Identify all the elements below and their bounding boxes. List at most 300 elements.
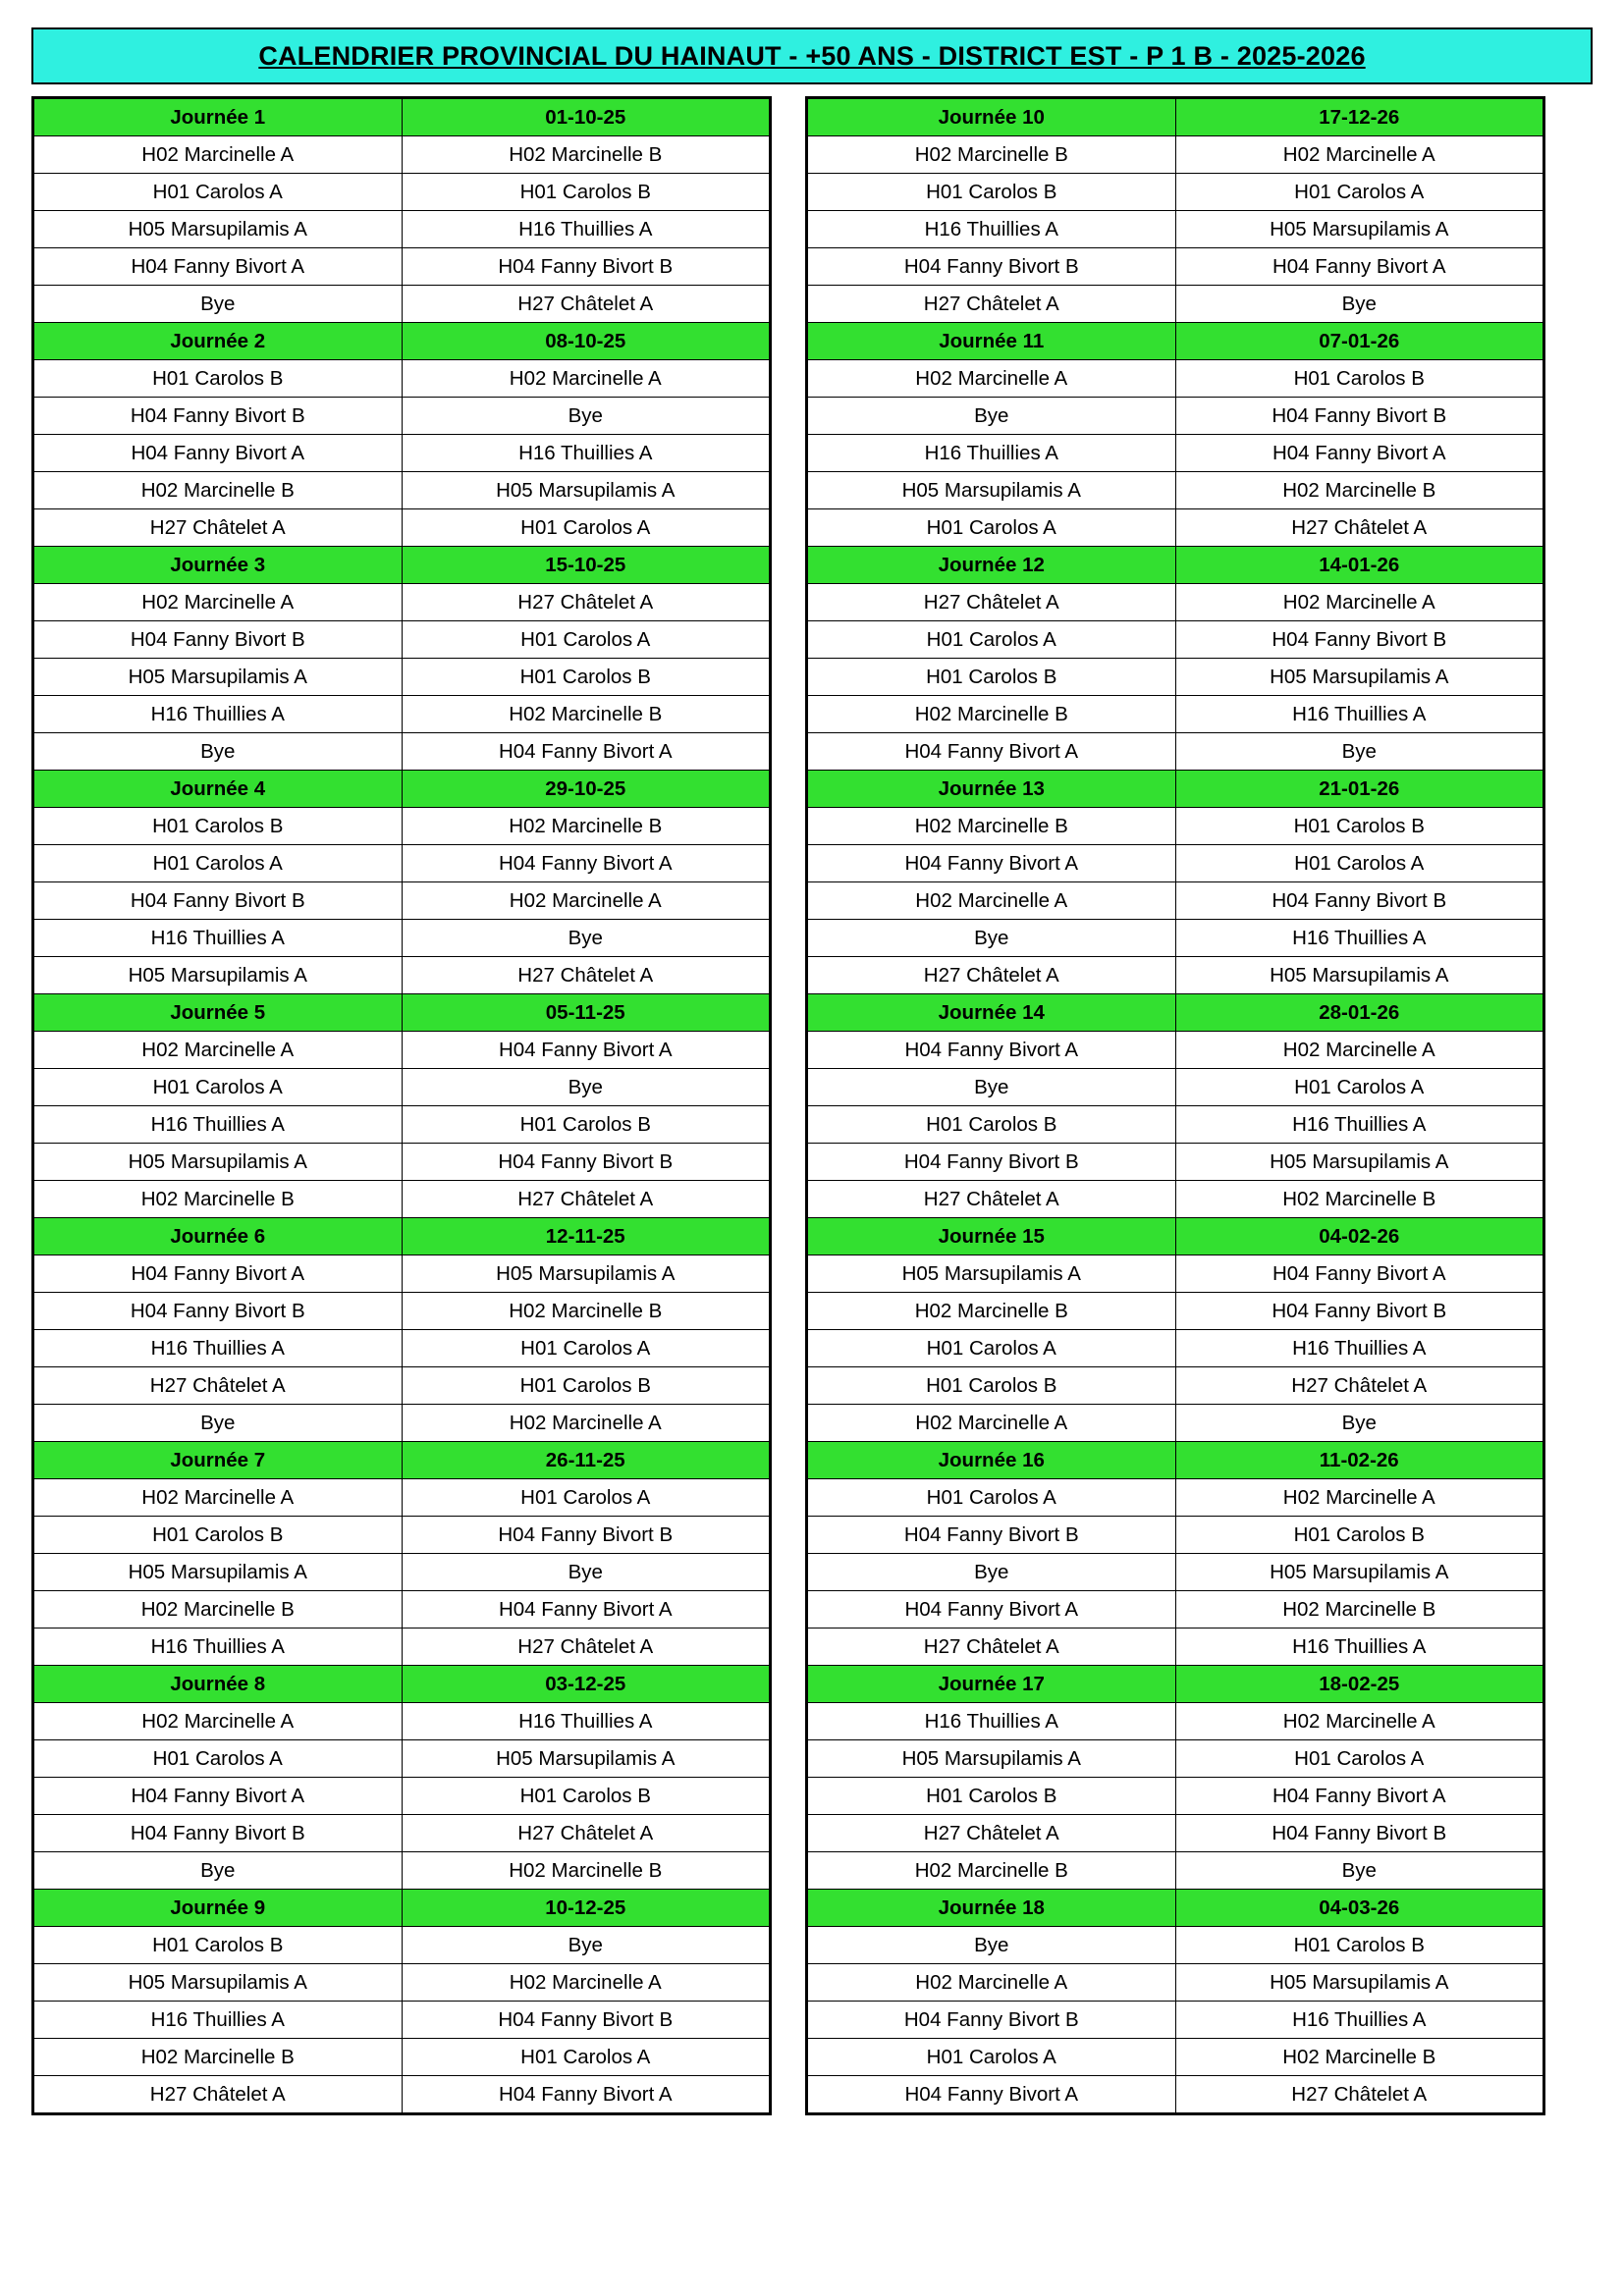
- round-label: Journée 11: [808, 323, 1176, 360]
- match-row: [808, 696, 1543, 733]
- round-date: 08-10-25: [402, 323, 770, 360]
- home-team: H27 Châtelet A: [808, 286, 1176, 323]
- match-row: [34, 136, 770, 174]
- round-date: 03-12-25: [402, 1666, 770, 1703]
- round-label: Journée 13: [808, 771, 1176, 808]
- home-team: H04 Fanny Bivort B: [808, 1144, 1176, 1181]
- away-team: H27 Châtelet A: [402, 957, 770, 994]
- match-row: [808, 1554, 1543, 1591]
- round-label: Journée 17: [808, 1666, 1176, 1703]
- match-row: [808, 1367, 1543, 1405]
- home-team: H02 Marcinelle A: [34, 584, 403, 621]
- away-team: H01 Carolos B: [1175, 360, 1543, 398]
- round-header-row: [808, 1890, 1543, 1927]
- home-team: H01 Carolos A: [34, 1069, 403, 1106]
- home-team: H04 Fanny Bivort B: [808, 2002, 1176, 2039]
- away-team: H01 Carolos B: [402, 1778, 770, 1815]
- round-header-row: [808, 1218, 1543, 1255]
- home-team: H27 Châtelet A: [808, 1815, 1176, 1852]
- home-team: H01 Carolos B: [808, 659, 1176, 696]
- home-team: H02 Marcinelle A: [34, 1032, 403, 1069]
- round-date: 26-11-25: [402, 1442, 770, 1479]
- home-team: H16 Thuillies A: [808, 435, 1176, 472]
- match-row: [34, 1703, 770, 1740]
- match-row: [34, 2076, 770, 2113]
- away-team: H16 Thuillies A: [1175, 1106, 1543, 1144]
- home-team: H01 Carolos A: [808, 1479, 1176, 1517]
- match-row: [808, 2076, 1543, 2113]
- round-label: Journée 10: [808, 99, 1176, 136]
- match-row: [34, 920, 770, 957]
- home-team: H04 Fanny Bivort B: [34, 1293, 403, 1330]
- away-team: H27 Châtelet A: [1175, 2076, 1543, 2113]
- away-team: H05 Marsupilamis A: [1175, 211, 1543, 248]
- round-date: 28-01-26: [1175, 994, 1543, 1032]
- match-row: [808, 248, 1543, 286]
- home-team: H02 Marcinelle B: [34, 2039, 403, 2076]
- match-row: [808, 621, 1543, 659]
- away-team: H27 Châtelet A: [1175, 509, 1543, 547]
- match-row: [808, 1069, 1543, 1106]
- match-row: [808, 1479, 1543, 1517]
- home-team: H01 Carolos A: [808, 2039, 1176, 2076]
- match-row: [808, 136, 1543, 174]
- home-team: H27 Châtelet A: [34, 509, 403, 547]
- home-team: Bye: [808, 1069, 1176, 1106]
- away-team: H04 Fanny Bivort B: [402, 1144, 770, 1181]
- match-row: [34, 1255, 770, 1293]
- round-header-row: [34, 547, 770, 584]
- away-team: H16 Thuillies A: [1175, 696, 1543, 733]
- home-team: H16 Thuillies A: [808, 211, 1176, 248]
- calendar-columns: [31, 96, 1593, 2115]
- away-team: H16 Thuillies A: [1175, 1330, 1543, 1367]
- home-team: H05 Marsupilamis A: [34, 659, 403, 696]
- away-team: Bye: [402, 1927, 770, 1964]
- home-team: H01 Carolos B: [34, 1517, 403, 1554]
- home-team: H01 Carolos B: [808, 1106, 1176, 1144]
- away-team: Bye: [402, 1554, 770, 1591]
- match-row: [34, 1629, 770, 1666]
- match-row: [34, 1367, 770, 1405]
- calendar-column-right: [805, 96, 1545, 2115]
- match-row: [34, 808, 770, 845]
- home-team: H01 Carolos B: [808, 1367, 1176, 1405]
- match-row: [34, 696, 770, 733]
- away-team: H27 Châtelet A: [402, 1629, 770, 1666]
- round-date: 07-01-26: [1175, 323, 1543, 360]
- match-row: [34, 2002, 770, 2039]
- match-row: [34, 286, 770, 323]
- home-team: H01 Carolos B: [34, 1927, 403, 1964]
- away-team: H16 Thuillies A: [402, 211, 770, 248]
- away-team: H27 Châtelet A: [402, 1815, 770, 1852]
- away-team: H02 Marcinelle B: [1175, 1181, 1543, 1218]
- home-team: H05 Marsupilamis A: [34, 957, 403, 994]
- away-team: H16 Thuillies A: [402, 1703, 770, 1740]
- away-team: H16 Thuillies A: [1175, 920, 1543, 957]
- match-row: [808, 733, 1543, 771]
- home-team: H04 Fanny Bivort B: [808, 1517, 1176, 1554]
- away-team: H01 Carolos B: [402, 1367, 770, 1405]
- home-team: H04 Fanny Bivort B: [34, 1815, 403, 1852]
- home-team: Bye: [808, 1927, 1176, 1964]
- home-team: H02 Marcinelle B: [34, 1591, 403, 1629]
- round-label: Journée 4: [34, 771, 403, 808]
- match-row: [34, 882, 770, 920]
- match-row: [808, 1852, 1543, 1890]
- home-team: H01 Carolos A: [34, 174, 403, 211]
- away-team: H16 Thuillies A: [402, 435, 770, 472]
- away-team: H01 Carolos A: [402, 1330, 770, 1367]
- round-header-row: [34, 1442, 770, 1479]
- round-header-row: [808, 99, 1543, 136]
- round-label: Journée 9: [34, 1890, 403, 1927]
- match-row: [808, 659, 1543, 696]
- match-row: [34, 1927, 770, 1964]
- round-header-row: [808, 1666, 1543, 1703]
- away-team: H01 Carolos A: [1175, 1069, 1543, 1106]
- home-team: H02 Marcinelle A: [34, 1703, 403, 1740]
- document-title-bar: [31, 27, 1593, 84]
- match-row: [34, 398, 770, 435]
- round-label: Journée 6: [34, 1218, 403, 1255]
- match-row: [808, 1591, 1543, 1629]
- match-row: [808, 1144, 1543, 1181]
- match-row: [808, 509, 1543, 547]
- away-team: Bye: [402, 398, 770, 435]
- match-row: [34, 1517, 770, 1554]
- away-team: H01 Carolos B: [1175, 808, 1543, 845]
- round-date: 21-01-26: [1175, 771, 1543, 808]
- match-row: [808, 882, 1543, 920]
- home-team: H04 Fanny Bivort B: [34, 398, 403, 435]
- match-row: [34, 1144, 770, 1181]
- home-team: H04 Fanny Bivort B: [34, 621, 403, 659]
- round-date: 12-11-25: [402, 1218, 770, 1255]
- match-row: [808, 1405, 1543, 1442]
- away-team: H05 Marsupilamis A: [1175, 659, 1543, 696]
- home-team: Bye: [808, 1554, 1176, 1591]
- match-row: [34, 1181, 770, 1218]
- away-team: H16 Thuillies A: [1175, 2002, 1543, 2039]
- round-label: Journée 3: [34, 547, 403, 584]
- match-row: [34, 733, 770, 771]
- home-team: H04 Fanny Bivort A: [808, 2076, 1176, 2113]
- round-date: 10-12-25: [402, 1890, 770, 1927]
- home-team: H02 Marcinelle A: [34, 136, 403, 174]
- match-row: [34, 1479, 770, 1517]
- round-label: Journée 2: [34, 323, 403, 360]
- round-header-row: [34, 99, 770, 136]
- home-team: H02 Marcinelle B: [808, 1852, 1176, 1890]
- round-header-row: [808, 771, 1543, 808]
- home-team: H02 Marcinelle B: [34, 472, 403, 509]
- home-team: H02 Marcinelle B: [808, 696, 1176, 733]
- home-team: H05 Marsupilamis A: [34, 1144, 403, 1181]
- home-team: H04 Fanny Bivort A: [34, 435, 403, 472]
- away-team: H27 Châtelet A: [402, 1181, 770, 1218]
- home-team: H16 Thuillies A: [34, 1629, 403, 1666]
- away-team: H01 Carolos A: [402, 1479, 770, 1517]
- away-team: H04 Fanny Bivort B: [1175, 1293, 1543, 1330]
- away-team: H05 Marsupilamis A: [1175, 1554, 1543, 1591]
- home-team: H04 Fanny Bivort B: [808, 248, 1176, 286]
- away-team: H05 Marsupilamis A: [402, 1255, 770, 1293]
- away-team: H04 Fanny Bivort B: [402, 2002, 770, 2039]
- match-row: [34, 1815, 770, 1852]
- home-team: H05 Marsupilamis A: [808, 472, 1176, 509]
- away-team: H04 Fanny Bivort A: [402, 1591, 770, 1629]
- home-team: H02 Marcinelle B: [808, 136, 1176, 174]
- match-row: [34, 1106, 770, 1144]
- away-team: H02 Marcinelle A: [402, 1964, 770, 2002]
- round-date: 01-10-25: [402, 99, 770, 136]
- home-team: H02 Marcinelle A: [34, 1479, 403, 1517]
- round-label: Journée 5: [34, 994, 403, 1032]
- away-team: H01 Carolos A: [402, 621, 770, 659]
- round-header-row: [808, 547, 1543, 584]
- home-team: H05 Marsupilamis A: [34, 1554, 403, 1591]
- home-team: H01 Carolos A: [808, 509, 1176, 547]
- home-team: H27 Châtelet A: [808, 584, 1176, 621]
- home-team: H02 Marcinelle B: [808, 1293, 1176, 1330]
- match-row: [808, 2002, 1543, 2039]
- away-team: Bye: [1175, 1852, 1543, 1890]
- round-date: 04-03-26: [1175, 1890, 1543, 1927]
- away-team: H04 Fanny Bivort A: [402, 1032, 770, 1069]
- away-team: H04 Fanny Bivort B: [1175, 398, 1543, 435]
- match-row: [808, 1106, 1543, 1144]
- home-team: Bye: [808, 398, 1176, 435]
- match-row: [34, 1740, 770, 1778]
- home-team: H01 Carolos A: [808, 1330, 1176, 1367]
- away-team: H02 Marcinelle A: [402, 1405, 770, 1442]
- round-header-row: [34, 994, 770, 1032]
- match-row: [34, 2039, 770, 2076]
- page-title: CALENDRIER PROVINCIAL DU HAINAUT - +50 ANS - DISTRICT EST - P 1 B - 2025-2026: [258, 40, 1366, 71]
- round-header-row: [34, 1890, 770, 1927]
- away-team: H02 Marcinelle A: [1175, 1479, 1543, 1517]
- round-label: Journée 7: [34, 1442, 403, 1479]
- away-team: H01 Carolos A: [402, 509, 770, 547]
- away-team: H02 Marcinelle B: [1175, 2039, 1543, 2076]
- calendar-table-frame-right: [805, 96, 1545, 2115]
- match-row: [808, 957, 1543, 994]
- round-label: Journée 14: [808, 994, 1176, 1032]
- round-date: 18-02-25: [1175, 1666, 1543, 1703]
- home-team: Bye: [808, 920, 1176, 957]
- home-team: H16 Thuillies A: [34, 1106, 403, 1144]
- round-date: 11-02-26: [1175, 1442, 1543, 1479]
- match-row: [808, 286, 1543, 323]
- home-team: H02 Marcinelle B: [808, 808, 1176, 845]
- home-team: H16 Thuillies A: [34, 2002, 403, 2039]
- home-team: H16 Thuillies A: [34, 1330, 403, 1367]
- match-row: [34, 659, 770, 696]
- match-row: [808, 1703, 1543, 1740]
- round-header-row: [808, 1442, 1543, 1479]
- away-team: H05 Marsupilamis A: [402, 1740, 770, 1778]
- round-label: Journée 8: [34, 1666, 403, 1703]
- match-row: [808, 1032, 1543, 1069]
- round-label: Journée 16: [808, 1442, 1176, 1479]
- match-row: [34, 584, 770, 621]
- home-team: H04 Fanny Bivort A: [34, 248, 403, 286]
- away-team: H01 Carolos A: [1175, 1740, 1543, 1778]
- match-row: [34, 1405, 770, 1442]
- home-team: H27 Châtelet A: [34, 1367, 403, 1405]
- match-row: [808, 1740, 1543, 1778]
- match-row: [808, 1964, 1543, 2002]
- match-row: [808, 808, 1543, 845]
- home-team: H04 Fanny Bivort A: [808, 1032, 1176, 1069]
- away-team: H01 Carolos B: [402, 659, 770, 696]
- away-team: H04 Fanny Bivort A: [1175, 1778, 1543, 1815]
- match-row: [808, 845, 1543, 882]
- match-row: [808, 2039, 1543, 2076]
- home-team: H02 Marcinelle A: [808, 882, 1176, 920]
- away-team: H04 Fanny Bivort B: [402, 1517, 770, 1554]
- home-team: H27 Châtelet A: [808, 957, 1176, 994]
- home-team: H04 Fanny Bivort A: [808, 1591, 1176, 1629]
- match-row: [34, 1778, 770, 1815]
- round-header-row: [34, 1666, 770, 1703]
- round-date: 17-12-26: [1175, 99, 1543, 136]
- match-row: [34, 248, 770, 286]
- match-row: [34, 1330, 770, 1367]
- home-team: H01 Carolos A: [34, 845, 403, 882]
- away-team: H04 Fanny Bivort A: [1175, 1255, 1543, 1293]
- home-team: H01 Carolos A: [808, 621, 1176, 659]
- home-team: H27 Châtelet A: [34, 2076, 403, 2113]
- away-team: H02 Marcinelle B: [402, 1293, 770, 1330]
- away-team: H16 Thuillies A: [1175, 1629, 1543, 1666]
- home-team: H05 Marsupilamis A: [34, 1964, 403, 2002]
- away-team: H02 Marcinelle B: [1175, 1591, 1543, 1629]
- home-team: H04 Fanny Bivort B: [34, 882, 403, 920]
- away-team: H27 Châtelet A: [1175, 1367, 1543, 1405]
- match-row: [808, 1293, 1543, 1330]
- away-team: H05 Marsupilamis A: [1175, 957, 1543, 994]
- home-team: H05 Marsupilamis A: [808, 1255, 1176, 1293]
- match-row: [808, 920, 1543, 957]
- match-row: [34, 435, 770, 472]
- away-team: H01 Carolos B: [402, 174, 770, 211]
- away-team: H02 Marcinelle B: [402, 808, 770, 845]
- home-team: Bye: [34, 733, 403, 771]
- match-row: [808, 472, 1543, 509]
- away-team: H02 Marcinelle A: [1175, 136, 1543, 174]
- calendar-table-right: [807, 98, 1543, 2113]
- away-team: H04 Fanny Bivort A: [402, 845, 770, 882]
- round-header-row: [34, 1218, 770, 1255]
- away-team: Bye: [1175, 286, 1543, 323]
- match-row: [34, 1554, 770, 1591]
- match-row: [34, 1293, 770, 1330]
- away-team: H04 Fanny Bivort A: [402, 2076, 770, 2113]
- home-team: H02 Marcinelle A: [808, 1405, 1176, 1442]
- away-team: H05 Marsupilamis A: [1175, 1964, 1543, 2002]
- away-team: Bye: [1175, 1405, 1543, 1442]
- home-team: H04 Fanny Bivort A: [34, 1778, 403, 1815]
- round-header-row: [808, 323, 1543, 360]
- round-date: 04-02-26: [1175, 1218, 1543, 1255]
- home-team: H01 Carolos B: [808, 1778, 1176, 1815]
- round-header-row: [34, 323, 770, 360]
- away-team: H04 Fanny Bivort B: [402, 248, 770, 286]
- away-team: H04 Fanny Bivort A: [1175, 435, 1543, 472]
- match-row: [808, 435, 1543, 472]
- away-team: H27 Châtelet A: [402, 286, 770, 323]
- away-team: H02 Marcinelle B: [402, 1852, 770, 1890]
- match-row: [34, 957, 770, 994]
- away-team: H01 Carolos A: [1175, 174, 1543, 211]
- away-team: Bye: [1175, 733, 1543, 771]
- match-row: [808, 1330, 1543, 1367]
- away-team: H01 Carolos A: [1175, 845, 1543, 882]
- away-team: H02 Marcinelle A: [402, 882, 770, 920]
- match-row: [808, 1927, 1543, 1964]
- away-team: H04 Fanny Bivort A: [402, 733, 770, 771]
- round-label: Journée 15: [808, 1218, 1176, 1255]
- calendar-table-frame-left: [31, 96, 772, 2115]
- home-team: H01 Carolos B: [808, 174, 1176, 211]
- match-row: [808, 1517, 1543, 1554]
- away-team: H02 Marcinelle B: [402, 696, 770, 733]
- round-header-row: [808, 994, 1543, 1032]
- home-team: H04 Fanny Bivort A: [808, 733, 1176, 771]
- away-team: H02 Marcinelle A: [1175, 1032, 1543, 1069]
- away-team: H27 Châtelet A: [402, 584, 770, 621]
- round-date: 29-10-25: [402, 771, 770, 808]
- match-row: [808, 1778, 1543, 1815]
- round-label: Journée 18: [808, 1890, 1176, 1927]
- match-row: [808, 360, 1543, 398]
- home-team: H04 Fanny Bivort A: [34, 1255, 403, 1293]
- home-team: Bye: [34, 286, 403, 323]
- away-team: H01 Carolos A: [402, 2039, 770, 2076]
- match-row: [34, 845, 770, 882]
- calendar-table-left: [33, 98, 770, 2113]
- away-team: H01 Carolos B: [402, 1106, 770, 1144]
- away-team: H05 Marsupilamis A: [1175, 1144, 1543, 1181]
- home-team: H27 Châtelet A: [808, 1629, 1176, 1666]
- home-team: H02 Marcinelle A: [808, 1964, 1176, 2002]
- round-date: 15-10-25: [402, 547, 770, 584]
- match-row: [808, 398, 1543, 435]
- home-team: H05 Marsupilamis A: [34, 211, 403, 248]
- away-team: H02 Marcinelle B: [402, 136, 770, 174]
- round-label: Journée 12: [808, 547, 1176, 584]
- round-date: 05-11-25: [402, 994, 770, 1032]
- away-team: H04 Fanny Bivort B: [1175, 621, 1543, 659]
- match-row: [808, 211, 1543, 248]
- away-team: H02 Marcinelle B: [1175, 472, 1543, 509]
- away-team: H02 Marcinelle A: [1175, 1703, 1543, 1740]
- round-date: 14-01-26: [1175, 547, 1543, 584]
- match-row: [808, 1255, 1543, 1293]
- match-row: [34, 211, 770, 248]
- home-team: H27 Châtelet A: [808, 1181, 1176, 1218]
- match-row: [808, 174, 1543, 211]
- home-team: H01 Carolos B: [34, 360, 403, 398]
- match-row: [34, 509, 770, 547]
- away-team: H05 Marsupilamis A: [402, 472, 770, 509]
- home-team: H04 Fanny Bivort A: [808, 845, 1176, 882]
- match-row: [34, 1852, 770, 1890]
- match-row: [808, 584, 1543, 621]
